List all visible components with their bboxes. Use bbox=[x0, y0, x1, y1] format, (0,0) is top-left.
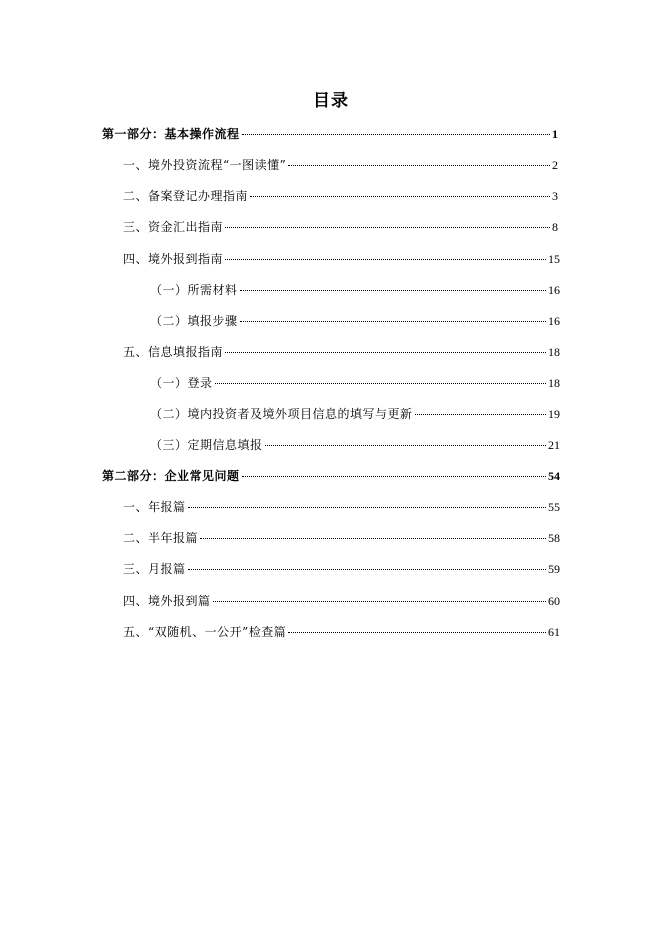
toc-entry-page: 8 bbox=[552, 220, 558, 234]
toc-entry-label: 五、“双随机、一公开”检查篇 bbox=[123, 625, 287, 639]
toc-leader-dots bbox=[188, 569, 546, 570]
toc-entry-label: 五、信息填报指南 bbox=[123, 345, 224, 359]
toc-entry-page: 2 bbox=[552, 158, 558, 172]
toc-leader-dots bbox=[240, 290, 546, 291]
toc-leader-dots bbox=[225, 259, 546, 260]
toc-entry-page: 55 bbox=[548, 500, 560, 514]
toc-entry-label: 三、资金汇出指南 bbox=[123, 220, 224, 234]
toc-entry-section[interactable] bbox=[123, 560, 560, 578]
toc-entry-subsection[interactable] bbox=[150, 436, 560, 454]
toc-entry-page: 16 bbox=[548, 283, 560, 297]
toc-entry-label: 一、境外投资流程“一图读懂” bbox=[123, 158, 287, 172]
toc-entry-part-1[interactable] bbox=[102, 125, 558, 143]
toc-entry-label: （二）境内投资者及境外项目信息的填写与更新 bbox=[150, 407, 413, 421]
toc-leader-dots bbox=[288, 632, 546, 633]
toc-entry-section[interactable] bbox=[123, 187, 558, 205]
toc-leader-dots bbox=[242, 134, 550, 135]
toc-entry-page: 21 bbox=[548, 438, 560, 452]
toc-entry-label: （二）填报步骤 bbox=[150, 314, 238, 328]
toc-entry-label: 二、备案登记办理指南 bbox=[123, 189, 249, 203]
toc-leader-dots bbox=[415, 414, 546, 415]
toc-entry-subsection[interactable] bbox=[150, 312, 560, 330]
toc-entry-page: 3 bbox=[552, 189, 558, 203]
toc-entry-label: 第一部分：基本操作流程 bbox=[102, 127, 240, 141]
toc-entry-label: （一）所需材料 bbox=[150, 283, 238, 297]
toc-entry-label: 二、半年报篇 bbox=[123, 531, 199, 545]
toc-entry-section[interactable] bbox=[123, 218, 558, 236]
toc-entry-section[interactable] bbox=[123, 498, 560, 516]
toc-entry-page: 61 bbox=[548, 625, 560, 639]
toc-entry-page: 19 bbox=[548, 407, 560, 421]
toc-entry-page: 18 bbox=[548, 345, 560, 359]
toc-entry-page: 16 bbox=[548, 314, 560, 328]
toc-entry-section[interactable] bbox=[123, 343, 560, 361]
toc-entry-section[interactable] bbox=[123, 250, 560, 268]
toc-leader-dots bbox=[215, 383, 546, 384]
toc-leader-dots bbox=[265, 445, 546, 446]
toc-leader-dots bbox=[225, 352, 546, 353]
toc-entry-subsection[interactable] bbox=[150, 281, 560, 299]
toc-entry-label: 四、境外报到指南 bbox=[123, 252, 224, 266]
toc-entry-subsection[interactable] bbox=[150, 374, 560, 392]
toc-entry-label: 第二部分：企业常见问题 bbox=[102, 469, 240, 483]
toc-entry-page: 60 bbox=[548, 594, 560, 608]
toc-entry-page: 15 bbox=[548, 252, 560, 266]
toc-leader-dots bbox=[240, 321, 546, 322]
toc-entry-part-2[interactable] bbox=[102, 467, 560, 485]
toc-entry-page: 58 bbox=[548, 531, 560, 545]
toc-leader-dots bbox=[225, 227, 550, 228]
toc-leader-dots bbox=[188, 507, 546, 508]
toc-leader-dots bbox=[288, 165, 550, 166]
toc-entry-label: 四、境外报到篇 bbox=[123, 594, 211, 608]
toc-entry-page: 54 bbox=[548, 469, 560, 483]
toc-entry-label: 一、年报篇 bbox=[123, 500, 186, 514]
toc-entry-page: 59 bbox=[548, 562, 560, 576]
toc-entry-section[interactable] bbox=[123, 529, 560, 547]
toc-leader-dots bbox=[213, 601, 546, 602]
toc-entry-page: 18 bbox=[548, 376, 560, 390]
toc-entry-section[interactable] bbox=[123, 156, 558, 174]
toc-leader-dots bbox=[200, 538, 546, 539]
toc-leader-dots bbox=[250, 196, 550, 197]
toc-entry-subsection[interactable] bbox=[150, 405, 560, 423]
toc-leader-dots bbox=[242, 476, 546, 477]
toc-entry-page: 1 bbox=[552, 127, 558, 141]
toc-entry-label: （三）定期信息填报 bbox=[150, 438, 263, 452]
toc-entry-label: 三、月报篇 bbox=[123, 562, 186, 576]
toc-entry-section[interactable] bbox=[123, 623, 560, 641]
page-title: 目录 bbox=[313, 91, 349, 111]
toc-entry-section[interactable] bbox=[123, 592, 560, 610]
toc-entry-label: （一）登录 bbox=[150, 376, 213, 390]
